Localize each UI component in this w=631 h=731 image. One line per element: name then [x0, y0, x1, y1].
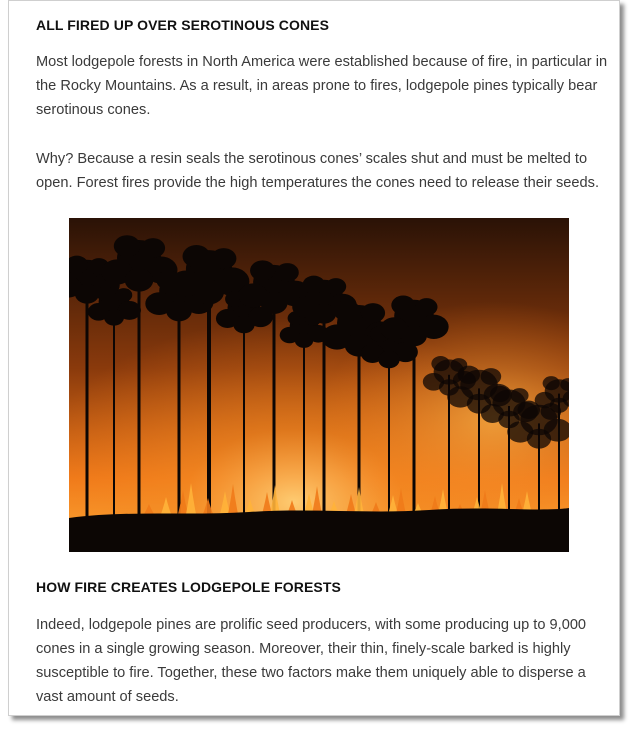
- paragraph-seed-producers: Indeed, lodgepole pines are prolific seed producers, with some producing up to 9,000 cones in a single growing season. Moreover, their thin, finely-scale barked is highly susceptible to fire. Together, these two factors make them uniquely able to disperse a vast amount of seeds.: [36, 617, 587, 705]
- tree-canopy: [458, 366, 480, 384]
- tree-canopy: [550, 398, 569, 413]
- tree-canopy: [481, 368, 502, 385]
- section-heading-serotinous: ALL FIRED UP OVER SEROTINOUS CONES: [36, 17, 330, 33]
- paragraph-why-resin: Why? Because a resin seals the serotinous cones’ scales shut and must be melted to open. Forest fires provide the high temperatures the cones need to release their seeds.: [36, 151, 599, 191]
- tree-canopy: [96, 286, 114, 301]
- tree-canopy: [166, 300, 192, 321]
- paragraph-lodgepole-fire: Most lodgepole forests in North America were established because of fire, in particular in the Rocky Mountains. As a result, in areas prone to fires, lodgepole pines typically bear serotinous cones.: [36, 54, 608, 118]
- forest-fire-illustration: [69, 218, 569, 552]
- tree-canopy: [125, 268, 154, 291]
- tree-canopy: [194, 280, 224, 305]
- tree-canopy: [183, 245, 211, 268]
- forest-fire-photo: [69, 218, 569, 552]
- tree-canopy: [211, 248, 236, 269]
- tree-canopy: [276, 263, 299, 282]
- tree-canopy: [416, 298, 438, 316]
- tree-canopy: [115, 288, 132, 302]
- tree-canopy: [114, 235, 140, 257]
- tree-canopy: [233, 316, 254, 334]
- tree-canopy: [250, 260, 275, 281]
- tree-canopy: [510, 388, 528, 403]
- tree-canopy: [431, 356, 449, 371]
- tree-canopy: [527, 429, 551, 449]
- tree-canopy: [361, 303, 385, 323]
- tree-canopy: [295, 333, 314, 348]
- ground-silhouette: [69, 508, 569, 552]
- tree-canopy: [401, 325, 427, 346]
- tree-trunk: [86, 278, 89, 552]
- tree-trunk: [138, 262, 141, 552]
- tree-canopy: [378, 351, 399, 369]
- tree-canopy: [303, 276, 325, 294]
- tree-canopy: [543, 376, 560, 390]
- section-heading-fire-creates: HOW FIRE CREATES LODGEPOLE FORESTS: [36, 579, 341, 595]
- tree-canopy: [260, 292, 287, 314]
- tree-canopy: [490, 386, 510, 402]
- tree-canopy: [391, 295, 415, 314]
- tree-canopy: [104, 309, 124, 325]
- tree-canopy: [75, 284, 99, 304]
- tree-canopy: [312, 304, 336, 324]
- tree-canopy: [334, 300, 360, 322]
- tree-canopy: [141, 238, 165, 258]
- tree-canopy: [326, 278, 347, 295]
